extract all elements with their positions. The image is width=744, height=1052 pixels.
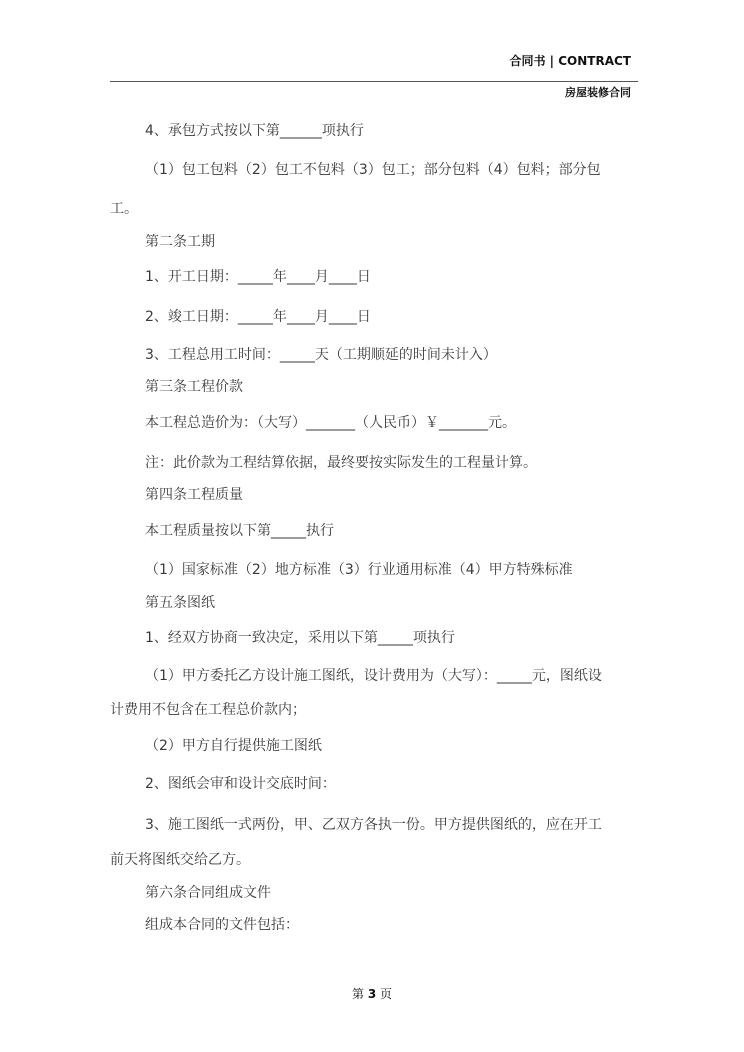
section-heading-quality: 第四条工程质量	[145, 487, 243, 503]
contract-method-options: （1）包工包料（2）包工不包料（3）包工；部分包料（4）包料；部分包	[145, 162, 601, 178]
drawings-option-1-continued: 计费用不包含在工程总价款内；	[110, 702, 306, 718]
start-date-clause: 1、开工日期：_____年____月____日	[145, 269, 371, 285]
footer-suffix: 页	[380, 987, 393, 1001]
total-duration-clause: 3、工程总用工时间：_____天（工期顺延的时间未计入）	[145, 347, 497, 363]
footer-prefix: 第	[351, 987, 364, 1001]
drawings-clause: 1、经双方协商一致决定，采用以下第_____项执行	[145, 630, 455, 646]
section-heading-documents: 第六条合同组成文件	[145, 885, 271, 901]
page-footer	[0, 985, 744, 1002]
price-note: 注：此价款为工程结算依据，最终要按实际发生的工程量计算。	[145, 455, 537, 471]
completion-date-clause: 2、竣工日期：_____年____月____日	[145, 309, 371, 325]
drawing-copies-clause: 3、施工图纸一式两份，甲、乙双方各执一份。甲方提供图纸的，应在开工	[145, 817, 602, 833]
drawings-option-1: （1）甲方委托乙方设计施工图纸，设计费用为（大写）：_____元，图纸设	[145, 668, 602, 684]
documents-intro: 组成本合同的文件包括：	[145, 917, 299, 933]
header-subtitle: 房屋装修合同	[565, 86, 631, 99]
drawings-option-2: （2）甲方自行提供施工图纸	[145, 738, 322, 754]
page-number: 3	[367, 987, 377, 1001]
header-title: 合同书 | CONTRACT	[509, 54, 631, 68]
header-divider	[110, 81, 638, 82]
section-heading-drawings: 第五条图纸	[145, 595, 215, 611]
total-price-clause: 本工程总造价为：（大写）_______（人民币）￥_______元。	[145, 415, 516, 431]
section-heading-schedule: 第二条工期	[145, 234, 215, 250]
drawing-copies-clause-continued: 前天将图纸交给乙方。	[110, 852, 250, 868]
contract-method-options-continued: 工。	[110, 201, 138, 217]
quality-clause: 本工程质量按以下第_____执行	[145, 523, 334, 539]
quality-options: （1）国家标准（2）地方标准（3）行业通用标准（4）甲方特殊标准	[145, 562, 573, 578]
section-heading-price: 第三条工程价款	[145, 379, 243, 395]
drawing-review-clause: 2、图纸会审和设计交底时间：	[145, 776, 336, 792]
contract-method-clause: 4、承包方式按以下第______项执行	[145, 123, 364, 139]
